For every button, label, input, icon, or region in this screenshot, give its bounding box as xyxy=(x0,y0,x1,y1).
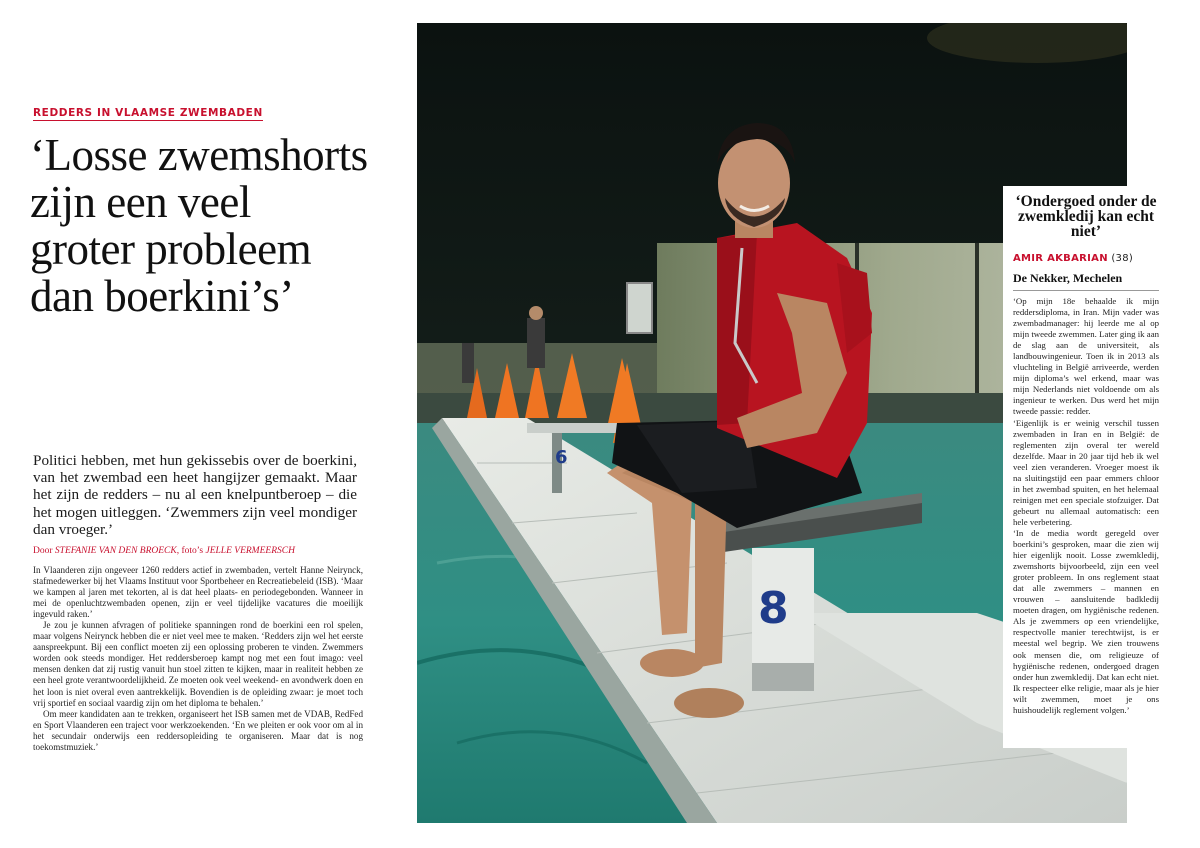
article-byline xyxy=(33,546,363,556)
interviewee-location: De Nekker, Mechelen xyxy=(1013,271,1123,285)
article-intro: Politici hebben, met hun gekissebis over de boerkini, van het zwembad een heet hangijzer gemaakt. Maar het zijn de redders – nu al een knelpuntberoep – die het mogen uitleggen. ‘Zwemmers zijn veel mondiger dan vroeger.’ xyxy=(33,452,357,538)
body-paragraph: Je zou je kunnen afvragen of politieke spanningen rond de boerkini een rol spelen, maar volgens Neirynck hebben die er niet veel mee te maken. ‘Redders zijn wel het eerste aanspreekpunt. Bij een conflict moeten zij een oplossing proberen te vinden. Zwemmers worden ook steeds mondiger. Het reddersberoep kampt nog met een fout imago: veel mensen denken dat zij rustig vanuit hun stoel zitten te kijken, maar in realiteit hebben ze een heel grote verantwoordelijkheid. Ze moeten ook veel weekend- en avondwerk doen en het loon is niet overal even aantrekkelijk. Bovendien is de opleiding zwaar: je moet toch vrij sportief en sociaal vaardig zijn om het diploma te behalen.’ xyxy=(33,620,363,708)
sidebar-paragraph: ‘Op mijn 18e behaalde ik mijn reddersdiploma, in Iran. Mijn vader was zwembadmanager: hij leerde me al op mijn tweede zwemmen. Later ging ik aan de slag aan de universiteit, als landbouwingenieur. Toen ik in 2013 als vluchteling in België arriveerde, werden mijn diploma’s wel erkend, maar was mijn Nederlands niet voldoende om als ingenieur te werken. Dus werd het mijn tweede passie: redder. xyxy=(1013,296,1159,417)
byline-author: STEFANIE VAN DEN BROECK xyxy=(54,546,177,556)
body-paragraph: Om meer kandidaten aan te trekken, organiseert het ISB samen met de VDAB, RedFed en Sport Vlaanderen een traject voor werkzoekenden. ‘En we pleiten er ook voor om al in het secundair onderwijs een reddersopleiding te organiseren. Maar dat is nog toekomstmuziek.’ xyxy=(33,708,363,752)
article-headline xyxy=(30,132,415,320)
sidebar-divider xyxy=(1013,290,1159,291)
interview-sidebar xyxy=(1003,186,1166,748)
sidebar-paragraph: ‘In de media wordt geregeld over boerkini’s gesproken, maar die zien wij hier eigenlijk nooit. Losse zwemkledij, zwemshorts bijvoorbeeld, zijn een veel groter probleem. In ons reglement staat dat alle zwemmers – mannen en vrouwen – aansluitende badkledij moeten dragen, om hygiënische redenen. Als je zwemmers op een vriendelijke, respectvolle manier terechtwijst, is er meestal wel begrip. We zien trouwens ook mensen die, om religieuze of hygiënische redenen, ondergoed dragen onder hun zwemkledij. Dat kan echt niet. Ik respecteer elke religie, maar als je hier wilt zwemmen, moet je ons huishoudelijk reglement volgen.’ xyxy=(1013,527,1159,715)
article-body xyxy=(33,565,363,753)
byline-prefix: Door xyxy=(33,546,55,556)
headline-line: zijn een veel xyxy=(30,177,251,227)
sidebar-paragraph: ‘Eigenlijk is er weinig verschil tussen zwembaden in Iran en in België: de reglementen zijn overal ter wereld dezelfde. Maar in 20 jaar tijd heb ik wel veel zien veranderen. Vroeger moest ik na sluitingstijd een paar emmers chloor in het zwembad spuiten, en het helemaal reinigen met een speciale stofzuiger. Dat gebeurt nu allemaal automatisch: een hele verbetering. xyxy=(1013,417,1159,527)
byline-photo-prefix: , foto’s xyxy=(176,546,206,556)
sidebar-body xyxy=(1013,296,1159,716)
interviewee-name: AMIR AKBARIAN xyxy=(1013,253,1108,264)
section-kicker: REDDERS IN VLAAMSE ZWEMBADEN xyxy=(33,107,263,119)
lane-number: 6 xyxy=(555,447,568,468)
sidebar-quote: ‘Ondergoed onder de zwemkledij kan echt niet’ xyxy=(1015,193,1157,240)
body-paragraph: In Vlaanderen zijn ongeveer 1260 redders actief in zwembaden, vertelt Hanne Neirynck, stafmedewerker bij het Vlaams Instituut voor Sportbeheer en Recreatiebeleid (ISB). ‘Maar we kampen al jaren met tekorten, al is dat heel plaats- en periodegebonden. Wanneer in mei de openluchtzwembaden openen, zijn er veel tijdelijke vacatures die moeilijk ingevuld raken.’ xyxy=(33,565,363,620)
interviewee-age: (38) xyxy=(1107,253,1134,264)
starting-block-number: 8 xyxy=(758,583,789,634)
interviewee-name-line xyxy=(1013,253,1159,264)
headline-line: dan boerkini’s’ xyxy=(30,271,294,321)
headline-line: ‘Losse zwemshorts xyxy=(30,130,368,180)
headline-line: groter probleem xyxy=(30,224,312,274)
byline-photographer: JELLE VERMEERSCH xyxy=(205,546,295,556)
